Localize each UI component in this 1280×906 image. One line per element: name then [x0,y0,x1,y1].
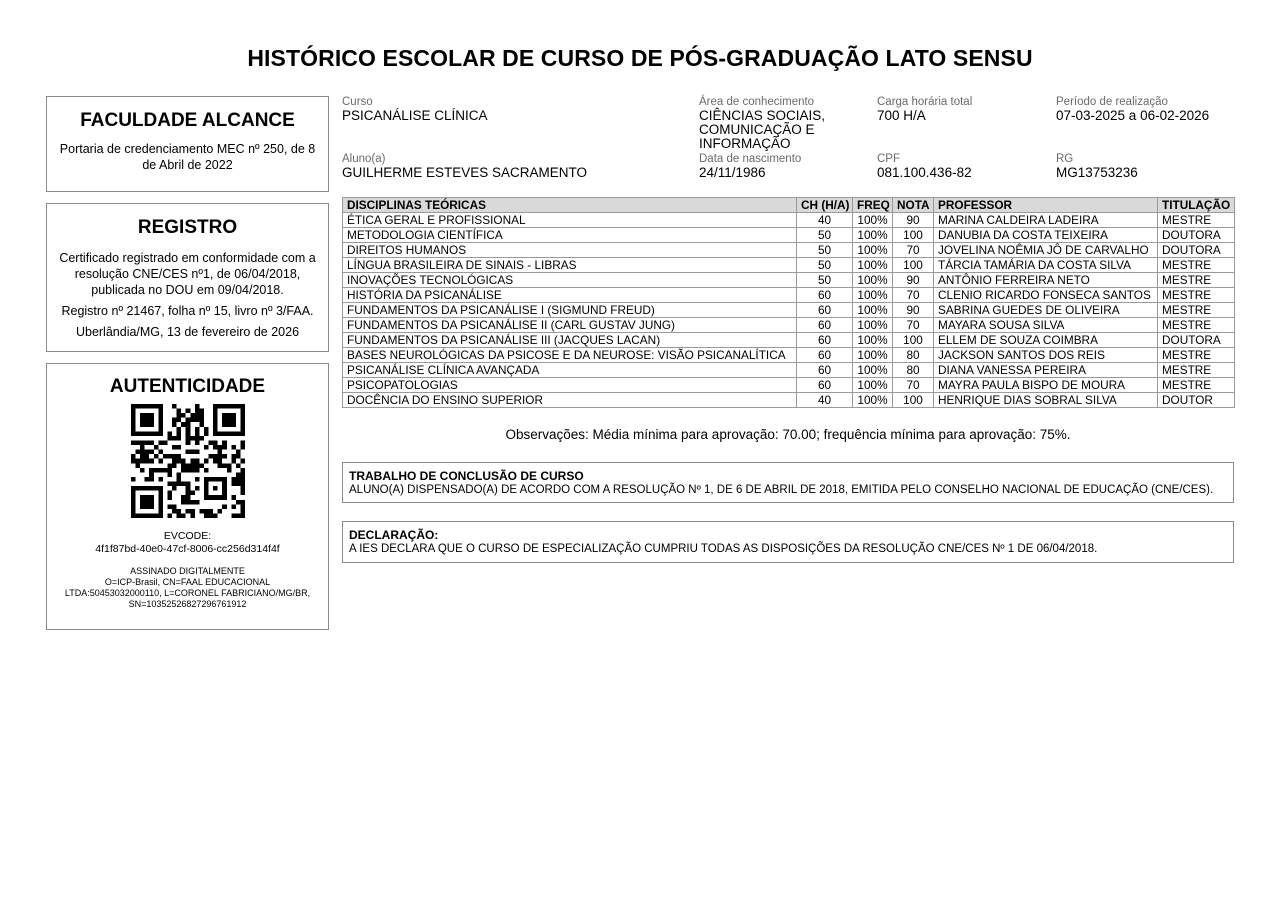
curso-value: PSICANÁLISE CLÍNICA [342,108,488,123]
table-row [343,348,1235,363]
cell-professor: ELLEM DE SOUZA COIMBRA [934,333,1158,348]
cell-nota: 70 [893,318,934,333]
signature-title: ASSINADO DIGITALMENTE [130,566,245,576]
cell-ch: 50 [797,228,853,243]
cell-disciplina: FUNDAMENTOS DA PSICANÁLISE III (JACQUES LACAN) [343,333,797,348]
cell-titulacao: MESTRE [1158,288,1235,303]
faculdade-name: FACULDADE ALCANCE [80,110,295,131]
cell-nota: 100 [893,333,934,348]
cell-professor: ANTÔNIO FERREIRA NETO [934,273,1158,288]
cell-disciplina: ÉTICA GERAL E PROFISSIONAL [343,213,797,228]
cell-titulacao: MESTRE [1158,258,1235,273]
cell-freq: 100% [853,363,893,378]
info-aluno [342,153,692,180]
cell-freq: 100% [853,393,893,408]
cell-nota: 100 [893,228,934,243]
cell-titulacao: MESTRE [1158,273,1235,288]
info-periodo [1056,96,1236,123]
cell-disciplina: DIREITOS HUMANOS [343,243,797,258]
rg-label: RG [1056,153,1074,165]
cell-disciplina: FUNDAMENTOS DA PSICANÁLISE I (SIGMUND FREUD) [343,303,797,318]
cell-titulacao: MESTRE [1158,378,1235,393]
cpf-value: 081.100.436-82 [877,165,972,180]
table-row [343,378,1235,393]
cell-titulacao: MESTRE [1158,213,1235,228]
col-header-freq: FREQ [853,198,893,213]
info-area [699,96,869,151]
cell-freq: 100% [853,333,893,348]
registro-box [46,203,329,352]
cell-nota: 70 [893,243,934,258]
cell-ch: 40 [797,213,853,228]
cell-ch: 60 [797,348,853,363]
cell-freq: 100% [853,213,893,228]
carga-value: 700 H/A [877,108,926,123]
cell-nota: 100 [893,258,934,273]
cell-disciplina: INOVAÇÕES TECNOLÓGICAS [343,273,797,288]
cell-freq: 100% [853,378,893,393]
table-row [343,363,1235,378]
cell-professor: JOVELINA NOÊMIA JÔ DE CARVALHO [934,243,1158,258]
faculdade-portaria: Portaria de credenciamento MEC nº 250, de 8 de Abril de 2022 [59,142,316,172]
cell-disciplina: LÍNGUA BRASILEIRA DE SINAIS - LIBRAS [343,258,797,273]
cell-freq: 100% [853,303,893,318]
cell-nota: 100 [893,393,934,408]
table-row [343,228,1235,243]
info-carga [877,96,1047,123]
nascimento-label: Data de nascimento [699,153,802,165]
info-rg [1056,153,1236,180]
cell-disciplina: METODOLOGIA CIENTÍFICA [343,228,797,243]
cell-nota: 90 [893,273,934,288]
cell-nota: 90 [893,303,934,318]
cell-professor: CLENIO RICARDO FONSECA SANTOS [934,288,1158,303]
cell-nota: 90 [893,213,934,228]
periodo-label: Período de realização [1056,96,1168,108]
cell-disciplina: BASES NEUROLÓGICAS DA PSICOSE E DA NEUROSE: VISÃO PSICANALÍTICA [343,348,797,363]
table-row [343,318,1235,333]
cell-titulacao: DOUTORA [1158,243,1235,258]
cell-freq: 100% [853,288,893,303]
cell-disciplina: HISTÓRIA DA PSICANÁLISE [343,288,797,303]
cell-nota: 80 [893,348,934,363]
registro-text-1: Certificado registrado em conformidade com a resolução CNE/CES nº1, de 06/04/2018, publicada no DOU em 09/04/2018. [59,251,316,297]
periodo-value: 07-03-2025 a 06-02-2026 [1056,108,1210,123]
area-value: CIÊNCIAS SOCIAIS, COMUNICAÇÃO E INFORMAÇÃO [699,108,826,151]
cell-professor: TÁRCIA TAMÁRIA DA COSTA SILVA [934,258,1158,273]
table-header-row [343,198,1235,213]
cell-ch: 60 [797,303,853,318]
info-curso [342,96,692,123]
tcc-panel [342,462,1234,503]
aluno-label: Aluno(a) [342,153,386,165]
cell-ch: 60 [797,288,853,303]
cell-professor: SABRINA GUEDES DE OLIVEIRA [934,303,1158,318]
table-row [343,303,1235,318]
cpf-label: CPF [877,153,900,165]
cell-ch: 60 [797,363,853,378]
cell-titulacao: MESTRE [1158,318,1235,333]
cell-nota: 70 [893,288,934,303]
col-header-professor: PROFESSOR [934,198,1158,213]
qr-code-icon [131,404,245,518]
tcc-heading: TRABALHO DE CONCLUSÃO DE CURSO [349,469,584,483]
cell-professor: HENRIQUE DIAS SOBRAL SILVA [934,393,1158,408]
cell-freq: 100% [853,243,893,258]
cell-titulacao: MESTRE [1158,303,1235,318]
observacoes: Observações: Média mínima para aprovação: 70.00; frequência mínima para aprovação: 75%. [505,427,1071,442]
col-header-ch: CH (H/A) [797,198,853,213]
rg-value: MG13753236 [1056,165,1138,180]
disciplines-table-body [343,213,1235,408]
table-row [343,258,1235,273]
cell-titulacao: MESTRE [1158,363,1235,378]
evcode-value: 4f1f87bd-40e0-47cf-8006-cc256d314f4f [95,543,280,555]
cell-freq: 100% [853,273,893,288]
cell-disciplina: PSICOPATOLOGIAS [343,378,797,393]
cell-professor: MAYARA SOUSA SILVA [934,318,1158,333]
table-row [343,288,1235,303]
table-row [343,333,1235,348]
table-row [343,273,1235,288]
area-label: Área de conhecimento [699,96,815,108]
curso-label: Curso [342,96,373,108]
registro-text-3: Uberlândia/MG, 13 de fevereiro de 2026 [75,325,300,339]
disciplines-table [342,197,1235,408]
declaracao-heading: DECLARAÇÃO: [349,528,439,542]
cell-freq: 100% [853,318,893,333]
cell-disciplina: DOCÊNCIA DO ENSINO SUPERIOR [343,393,797,408]
cell-professor: DANUBIA DA COSTA TEIXEIRA [934,228,1158,243]
faculdade-box [46,96,329,192]
cell-disciplina: PSICANÁLISE CLÍNICA AVANÇADA [343,363,797,378]
cell-ch: 40 [797,393,853,408]
cell-titulacao: MESTRE [1158,348,1235,363]
table-row [343,213,1235,228]
table-row [343,393,1235,408]
cell-ch: 50 [797,243,853,258]
cell-professor: MAYRA PAULA BISPO DE MOURA [934,378,1158,393]
evcode-label: EVCODE: [163,530,212,542]
cell-ch: 50 [797,258,853,273]
cell-nota: 70 [893,378,934,393]
aluno-value: GUILHERME ESTEVES SACRAMENTO [342,165,588,180]
signature-text: O=ICP-Brasil, CN=FAAL EDUCACIONAL LTDA:50453032000110, L=CORONEL FABRICIANO/MG/BR, SN=10352526827296761912 [64,577,311,609]
cell-titulacao: DOUTORA [1158,228,1235,243]
cell-titulacao: DOUTORA [1158,333,1235,348]
cell-nota: 80 [893,363,934,378]
cell-titulacao: DOUTOR [1158,393,1235,408]
page-title: HISTÓRICO ESCOLAR DE CURSO DE PÓS-GRADUAÇÃO LATO SENSU [247,45,1033,71]
cell-professor: JACKSON SANTOS DOS REIS [934,348,1158,363]
cell-freq: 100% [853,228,893,243]
col-header-disciplina: DISCIPLINAS TEÓRICAS [343,198,797,213]
cell-ch: 60 [797,318,853,333]
cell-freq: 100% [853,258,893,273]
cell-professor: MARINA CALDEIRA LADEIRA [934,213,1158,228]
cell-ch: 60 [797,378,853,393]
registro-text-2: Registro nº 21467, folha nº 15, livro nº 3/FAA. [61,304,314,318]
declaracao-text: A IES DECLARA QUE O CURSO DE ESPECIALIZAÇÃO CUMPRIU TODAS AS DISPOSIÇÕES DA RESOLUÇÃO CNE/CES Nº 1 DE 06/04/2018. [349,543,1098,555]
cell-professor: DIANA VANESSA PEREIRA [934,363,1158,378]
autenticidade-heading: AUTENTICIDADE [109,376,266,397]
carga-label: Carga horária total [877,96,973,108]
tcc-text: ALUNO(A) DISPENSADO(A) DE ACORDO COM A RESOLUÇÃO Nº 1, DE 6 DE ABRIL DE 2018, EMITIDA PELO CONSELHO NACIONAL DE EDUCAÇÃO (CNE/CES). [349,484,1214,496]
info-nascimento [699,153,869,180]
col-header-nota: NOTA [893,198,934,213]
table-row [343,243,1235,258]
nascimento-value: 24/11/1986 [699,165,766,180]
declaracao-panel [342,521,1234,563]
signature-block [47,566,328,610]
cell-ch: 60 [797,333,853,348]
cell-ch: 50 [797,273,853,288]
info-cpf [877,153,1047,180]
col-header-titulacao: TITULAÇÃO [1158,198,1235,213]
autenticidade-box [46,363,329,630]
cell-disciplina: FUNDAMENTOS DA PSICANÁLISE II (CARL GUSTAV JUNG) [343,318,797,333]
registro-heading: REGISTRO [137,217,238,238]
cell-freq: 100% [853,348,893,363]
